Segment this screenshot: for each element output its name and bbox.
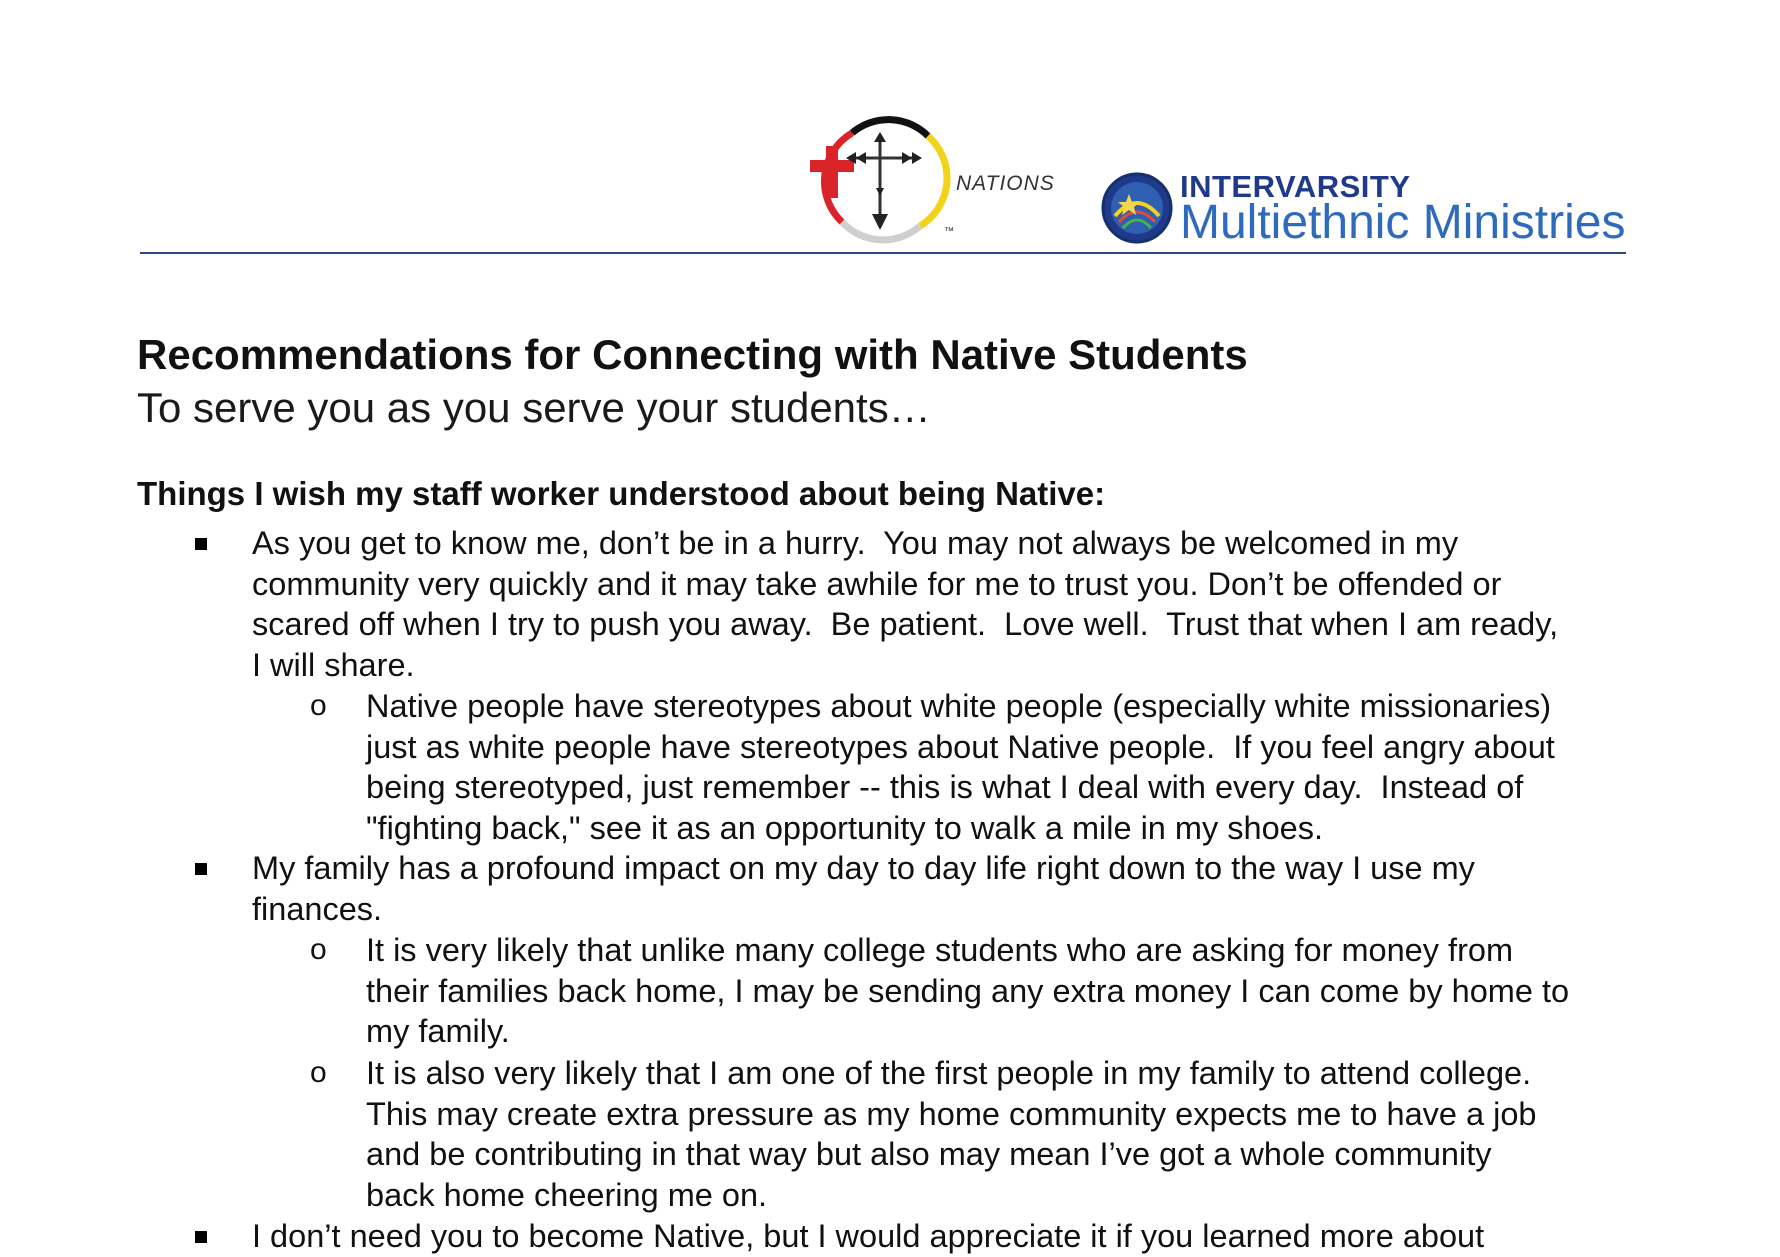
section-heading: Things I wish my staff worker understood about being Native: [137,475,1106,512]
document-title: Recommendations for Connecting with Native Students [137,331,1248,378]
bullet-text-line: my family. [366,1013,510,1049]
multiethnic-ministries-subtitle: Multiethnic Ministries [1180,196,1626,249]
sub-bullet-item [310,930,1632,1052]
circle-bullet-icon: o [310,1056,327,1089]
circle-bullet-icon: o [310,689,327,722]
square-bullet-icon [195,863,207,875]
square-bullet-icon [195,538,207,550]
bullet-item [252,848,1632,929]
bullet-item [252,523,1632,685]
square-bullet-icon [195,1231,207,1243]
bullet-text-line: As you get to know me, don’t be in a hurry. You may not always be welcomed in my [252,525,1459,561]
document-subtitle: To serve you as you serve your students… [137,384,931,431]
bullet-text-line: It is very likely that unlike many college students who are asking for money from [366,932,1514,968]
bullet-text-line: This may create extra pressure as my home community expects me to have a job [366,1095,1537,1132]
bullet-text-line: Native people have stereotypes about white people (especially white missionaries) [366,688,1552,724]
bullet-text-line: scared off when I try to push you away. Be patient. Love well. Trust that when I am ready, [252,606,1559,642]
nations-logo-text: NATIONS [956,172,1055,195]
circle-bullet-icon: o [310,933,327,966]
bullet-text-line: It is also very likely that I am one of the first people in my family to attend college. [366,1055,1532,1091]
bullet-text-line: back home cheering me on. [366,1176,768,1213]
bullet-text-line: their families back home, I may be sending any extra money I can come by home to [366,972,1570,1009]
sub-bullet-item [310,1053,1632,1215]
sub-bullet-item [310,686,1632,848]
bullet-text-line: finances. [252,890,383,927]
bullet-text-line: I will share. [252,646,415,683]
bullet-text-line: community very quickly and it may take awhile for me to trust you. Don’t be offended or [252,565,1502,602]
bullet-text-line: being stereotyped, just remember -- this is what I deal with every day. Instead of [366,769,1524,805]
bullet-text-line: just as white people have stereotypes about Native people. If you feel angry about [366,728,1555,765]
bullet-text-line: My family has a profound impact on my day to day life right down to the way I use my [252,850,1475,886]
trademark-symbol: ™ [944,226,954,237]
bullet-text-line: "fighting back," see it as an opportunity to walk a mile in my shoes. [366,809,1324,846]
intervarsity-title: INTERVARSITY [1180,169,1411,204]
bullet-item [252,1216,1632,1257]
bullet-text-line: and be contributing in that way but also may mean I’ve got a whole community [366,1136,1492,1172]
bullet-text-line: I don’t need you to become Native, but I would appreciate it if you learned more about [252,1218,1485,1254]
